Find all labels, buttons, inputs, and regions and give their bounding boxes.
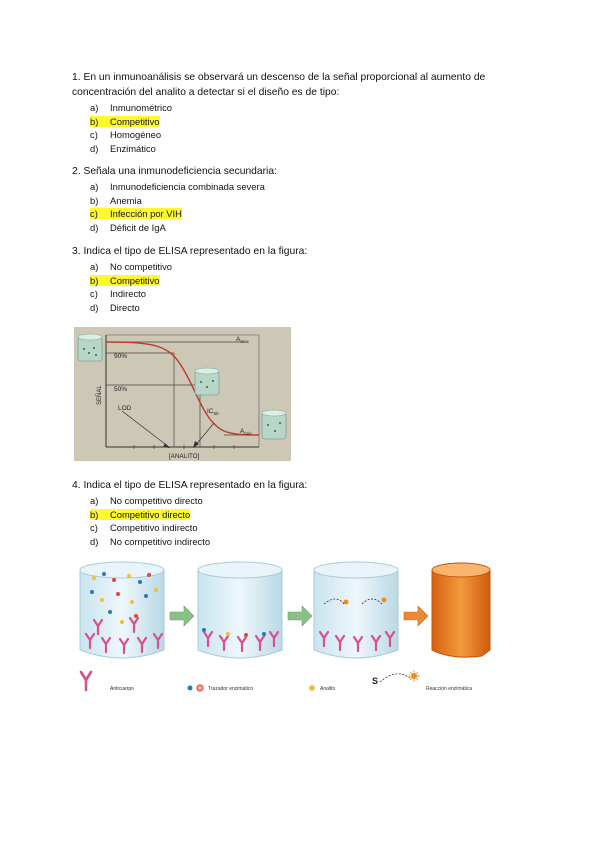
beaker-step-3-icon [314, 562, 398, 658]
x-axis-label: [ANALITO] [169, 453, 200, 460]
question-3-option-a[interactable]: a) No competitivo [90, 261, 173, 272]
arrow-3-icon [404, 606, 428, 626]
question-2-options [90, 180, 542, 234]
question-1-option-d[interactable]: d) Enzimático [90, 142, 156, 154]
legend [81, 670, 472, 692]
label-ic: $IC_{50}$ [207, 408, 219, 416]
question-2-option-c[interactable]: c) Infección por VIH [90, 208, 182, 220]
question-4-options [90, 494, 542, 548]
question-1-text: 1. En un inmunoanálisis se observará un descenso de la señal proporcional al aumento de concentración del analito a detectar si el diseño es de tipo: [72, 72, 486, 98]
well-top-left-icon [78, 334, 102, 361]
question-1 [72, 70, 542, 155]
arrow-1-icon [170, 606, 194, 626]
beaker-step-1-icon [80, 562, 164, 658]
legend-tracer: Trazador enzimático [208, 686, 254, 692]
question-4-text: 4. Indica el tipo de ELISA representado en la figura: [72, 480, 308, 491]
question-2-text: 2. Señala una inmunodeficiencia secundaria: [72, 166, 277, 177]
well-right-icon [262, 410, 286, 439]
elisa-steps-figure [74, 560, 494, 702]
question-3-option-b[interactable]: b) Competitivo [90, 274, 160, 286]
question-3 [72, 244, 542, 314]
beaker-step-4-icon [432, 563, 490, 657]
question-4-option-a[interactable]: a) No competitivo directo [90, 495, 203, 506]
label-amax: $A_{max}$ [236, 336, 249, 344]
question-4-option-d[interactable]: d) No competitivo indirecto [90, 535, 211, 547]
question-1-option-b[interactable]: b) Competitivo [90, 115, 160, 127]
question-1-options [90, 101, 542, 155]
product-star-icon [408, 670, 420, 682]
question-1-option-c[interactable]: c) Homogéneo [90, 129, 162, 141]
question-3-option-d[interactable]: d) Directo [90, 301, 140, 313]
question-4 [72, 478, 542, 548]
well-middle-icon [195, 368, 219, 395]
legend-reaction: Reacción enzimática [426, 686, 473, 692]
elisa-curve-graphic [74, 327, 291, 461]
legend-substrate: S [372, 676, 379, 686]
beaker-step-2-icon [198, 562, 282, 658]
question-2-option-d[interactable]: d) Déficit de IgA [90, 221, 166, 233]
label-90: 90% [114, 353, 128, 360]
tracer-legend-icon [188, 686, 193, 691]
reaction-arrow-icon [380, 674, 410, 682]
question-3-option-c[interactable]: c) Indirecto [90, 288, 146, 300]
question-4-option-b[interactable]: b) Competitivo directo [90, 508, 191, 520]
question-2 [72, 164, 542, 234]
legend-analyte: Analito [320, 686, 336, 692]
label-amin: $A_{min}$ [240, 428, 252, 436]
question-4-option-c[interactable]: c) Competitivo indirecto [90, 522, 198, 534]
question-3-options [90, 260, 542, 314]
legend-antibody: Anticuerpo [110, 686, 134, 692]
question-2-option-b[interactable]: b) Anemia [90, 194, 142, 206]
label-50: 50% [114, 386, 128, 393]
elisa-curve-figure [74, 327, 291, 461]
elisa-steps-graphic [74, 560, 494, 702]
arrow-2-icon [288, 606, 312, 626]
label-lod: LOD [118, 405, 132, 412]
analyte-legend-icon [310, 686, 315, 691]
y-axis-label: SEÑAL [97, 385, 103, 405]
question-1-option-a[interactable]: a) Inmunométrico [90, 102, 173, 113]
question-3-text: 3. Indica el tipo de ELISA representado en la figura: [72, 246, 308, 257]
question-2-option-a[interactable]: a) Inmunodeficiencia combinada severa [90, 181, 265, 192]
antibody-legend-icon [81, 672, 91, 690]
